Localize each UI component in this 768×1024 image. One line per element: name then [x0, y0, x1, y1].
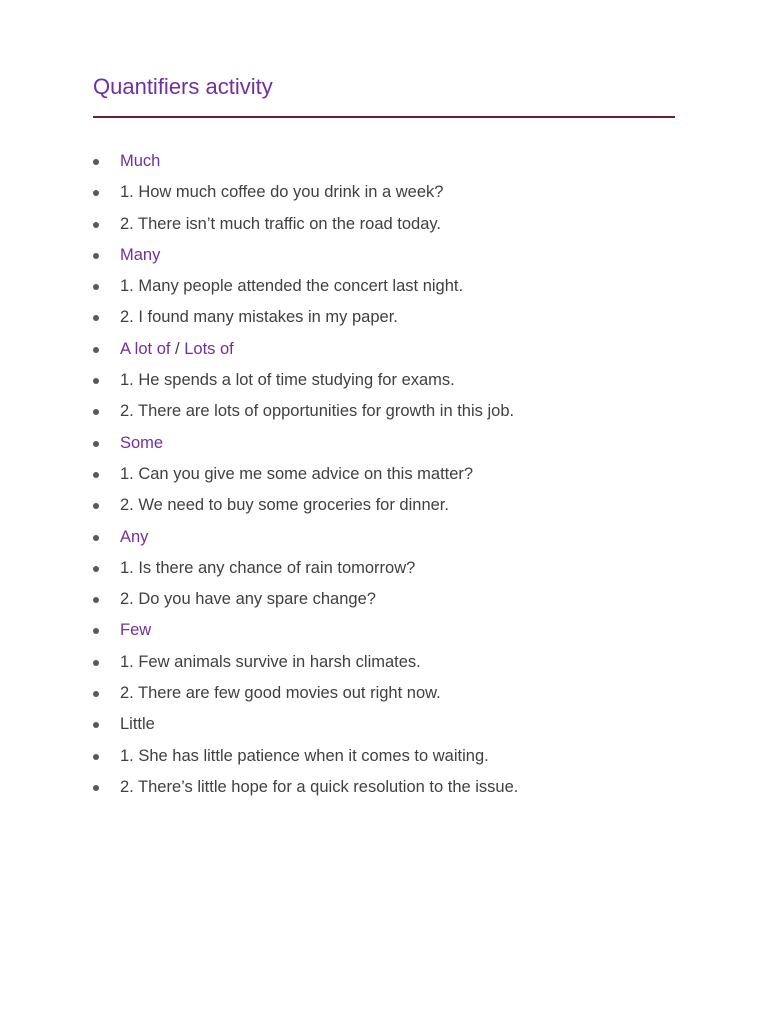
bullet-icon: [93, 284, 99, 290]
list-item: [93, 396, 675, 427]
list-item: [93, 647, 675, 678]
example-sentence: 2. There’s little hope for a quick resolution to the issue.: [120, 777, 519, 796]
document-title: Quantifiers activity: [93, 74, 273, 99]
list-item-heading-little: [93, 709, 675, 740]
example-sentence: 1. Can you give me some advice on this matter?: [120, 464, 474, 483]
bullet-icon: [93, 159, 99, 165]
example-sentence: 2. There are lots of opportunities for growth in this job.: [120, 402, 515, 421]
list-item: [93, 584, 675, 615]
bullet-icon: [93, 691, 99, 697]
bullet-icon: [93, 409, 99, 415]
heading-many: Many: [120, 245, 161, 264]
list-item: [93, 209, 675, 240]
bullet-icon: [93, 441, 99, 447]
example-sentence: 2. There are few good movies out right now.: [120, 684, 441, 703]
example-sentence: 1. Many people attended the concert last night.: [120, 277, 464, 296]
bullet-icon: [93, 566, 99, 572]
example-sentence: 2. I found many mistakes in my paper.: [120, 308, 398, 327]
bullet-icon: [93, 503, 99, 509]
list-item: [93, 553, 675, 584]
list-item: [93, 365, 675, 396]
list-item: [93, 302, 675, 333]
example-sentence: 2. There isn’t much traffic on the road today.: [120, 214, 442, 233]
bullet-icon: [93, 253, 99, 259]
bullet-icon: [93, 347, 99, 353]
heading-much: Much: [120, 152, 161, 170]
bullet-icon: [93, 472, 99, 478]
list-item-heading-a-lot-of: [93, 334, 675, 365]
example-sentence: 2. Do you have any spare change?: [120, 590, 376, 609]
bullet-icon: [93, 785, 99, 791]
bullet-icon: [93, 190, 99, 196]
heading-few: Few: [120, 621, 152, 640]
list-item-heading-some: [93, 428, 675, 459]
list-item-heading-any: [93, 522, 675, 553]
bullet-icon: [93, 597, 99, 603]
heading-little: Little: [120, 715, 155, 734]
example-sentence: 1. Few animals survive in harsh climates.: [120, 652, 421, 671]
list-item: [93, 490, 675, 521]
list-item: [93, 459, 675, 490]
example-sentence: 1. How much coffee do you drink in a week?: [120, 183, 444, 202]
list-item: [93, 772, 675, 803]
bullet-icon: [93, 660, 99, 666]
bullet-icon: [93, 315, 99, 321]
example-sentence: 2. We need to buy some groceries for dinner.: [120, 496, 449, 515]
document-page: [93, 70, 675, 803]
bullet-icon: [93, 628, 99, 634]
heading-any: Any: [120, 527, 149, 546]
list-item-heading-few: [93, 615, 675, 646]
bullet-icon: [93, 754, 99, 760]
list-item-heading-much: [93, 146, 675, 177]
heading-lots-of: Lots of: [184, 339, 234, 358]
heading-a-lot-of: A lot of: [120, 339, 171, 358]
list-item: [93, 741, 675, 772]
example-sentence: 1. He spends a lot of time studying for exams.: [120, 371, 455, 390]
title-underline: [93, 116, 675, 118]
example-sentence: 1. She has little patience when it comes to waiting.: [120, 746, 489, 765]
list-item: [93, 177, 675, 208]
list-item: [93, 271, 675, 302]
bullet-icon: [93, 222, 99, 228]
bullet-icon: [93, 378, 99, 384]
list-item: [93, 678, 675, 709]
quantifier-list: [93, 146, 675, 803]
bullet-icon: [93, 535, 99, 541]
heading-separator: /: [170, 339, 185, 358]
example-sentence: 1. Is there any chance of rain tomorrow?: [120, 558, 416, 577]
heading-some: Some: [120, 433, 164, 452]
list-item-heading-many: [93, 240, 675, 271]
bullet-icon: [93, 722, 99, 728]
